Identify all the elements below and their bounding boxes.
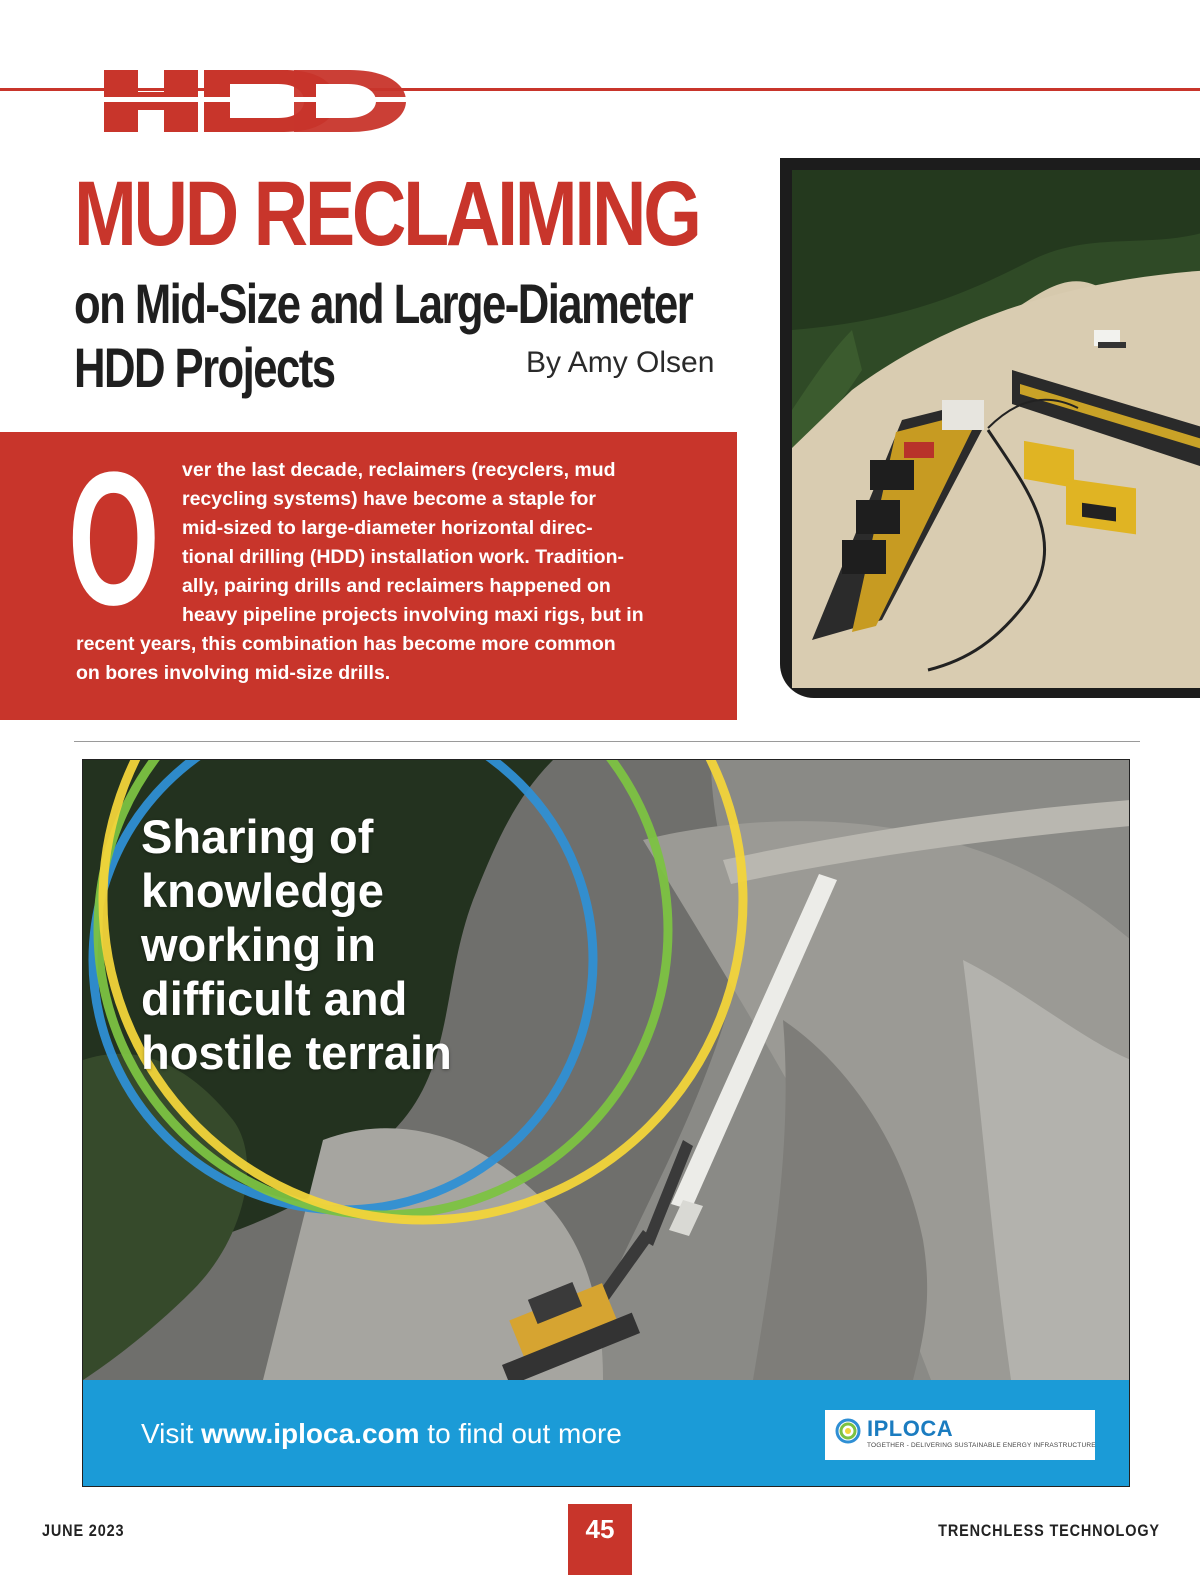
- iploca-website-link[interactable]: www.iploca.com: [201, 1418, 420, 1449]
- page-number-box: [568, 1504, 632, 1575]
- intro-line: ver the last decade, reclaimers (recyclers, mud: [182, 459, 616, 481]
- intro-line: ally, pairing drills and reclaimers happened on: [182, 575, 611, 597]
- intro-line: tional drilling (HDD) installation work. Tradition-: [182, 546, 624, 568]
- intro-line: recycling systems) have become a staple for: [182, 488, 597, 510]
- iploca-logo: [825, 1410, 1095, 1460]
- ad-headline: [141, 810, 571, 1080]
- ad-headline-line: working in: [141, 918, 376, 971]
- iploca-brand-name: IPLOCA: [867, 1416, 954, 1441]
- ad-headline-line: Sharing of: [141, 810, 374, 863]
- drill-site-photo: [780, 158, 1200, 698]
- ad-footer-bar: [83, 1380, 1130, 1487]
- intro-line: mid-sized to large-diameter horizontal direc-: [182, 517, 593, 539]
- intro-panel: [0, 432, 737, 720]
- ad-headline-line: difficult and: [141, 972, 408, 1025]
- issue-date: JUNE 2023: [42, 1521, 125, 1540]
- subtitle-line-1: on Mid-Size and Large-Diameter: [74, 272, 693, 335]
- article-subtitle: [74, 272, 692, 400]
- byline: By Amy Olsen: [526, 346, 715, 379]
- intro-line: on bores involving mid-size drills.: [76, 662, 391, 684]
- ad-headline-line: knowledge: [141, 864, 384, 917]
- drop-cap: O: [68, 433, 160, 645]
- cta-suffix: to find out more: [419, 1418, 622, 1449]
- iploca-tagline: TOGETHER - DELIVERING SUSTAINABLE ENERGY INFRASTRUCTURE: [867, 1442, 1096, 1449]
- subtitle-line-2: HDD Projects: [74, 336, 335, 399]
- iploca-advertisement[interactable]: [82, 759, 1130, 1487]
- ad-call-to-action: [141, 1418, 622, 1450]
- intro-paragraph: [76, 456, 696, 688]
- ad-headline-line: hostile terrain: [141, 1026, 452, 1079]
- intro-line: recent years, this combination has become more common: [76, 633, 616, 655]
- cta-prefix: Visit: [141, 1418, 202, 1449]
- drill-site-image: [792, 170, 1200, 688]
- intro-line: heavy pipeline projects involving maxi rigs, but in: [182, 604, 644, 626]
- article-title: MUD RECLAIMING: [74, 163, 699, 265]
- page-number: 45: [585, 1514, 615, 1544]
- publication-name: TRENCHLESS TECHNOLOGY: [938, 1521, 1160, 1540]
- hdd-logo: [80, 66, 410, 136]
- iploca-ring-icon: [835, 1418, 861, 1444]
- section-divider: [74, 741, 1140, 742]
